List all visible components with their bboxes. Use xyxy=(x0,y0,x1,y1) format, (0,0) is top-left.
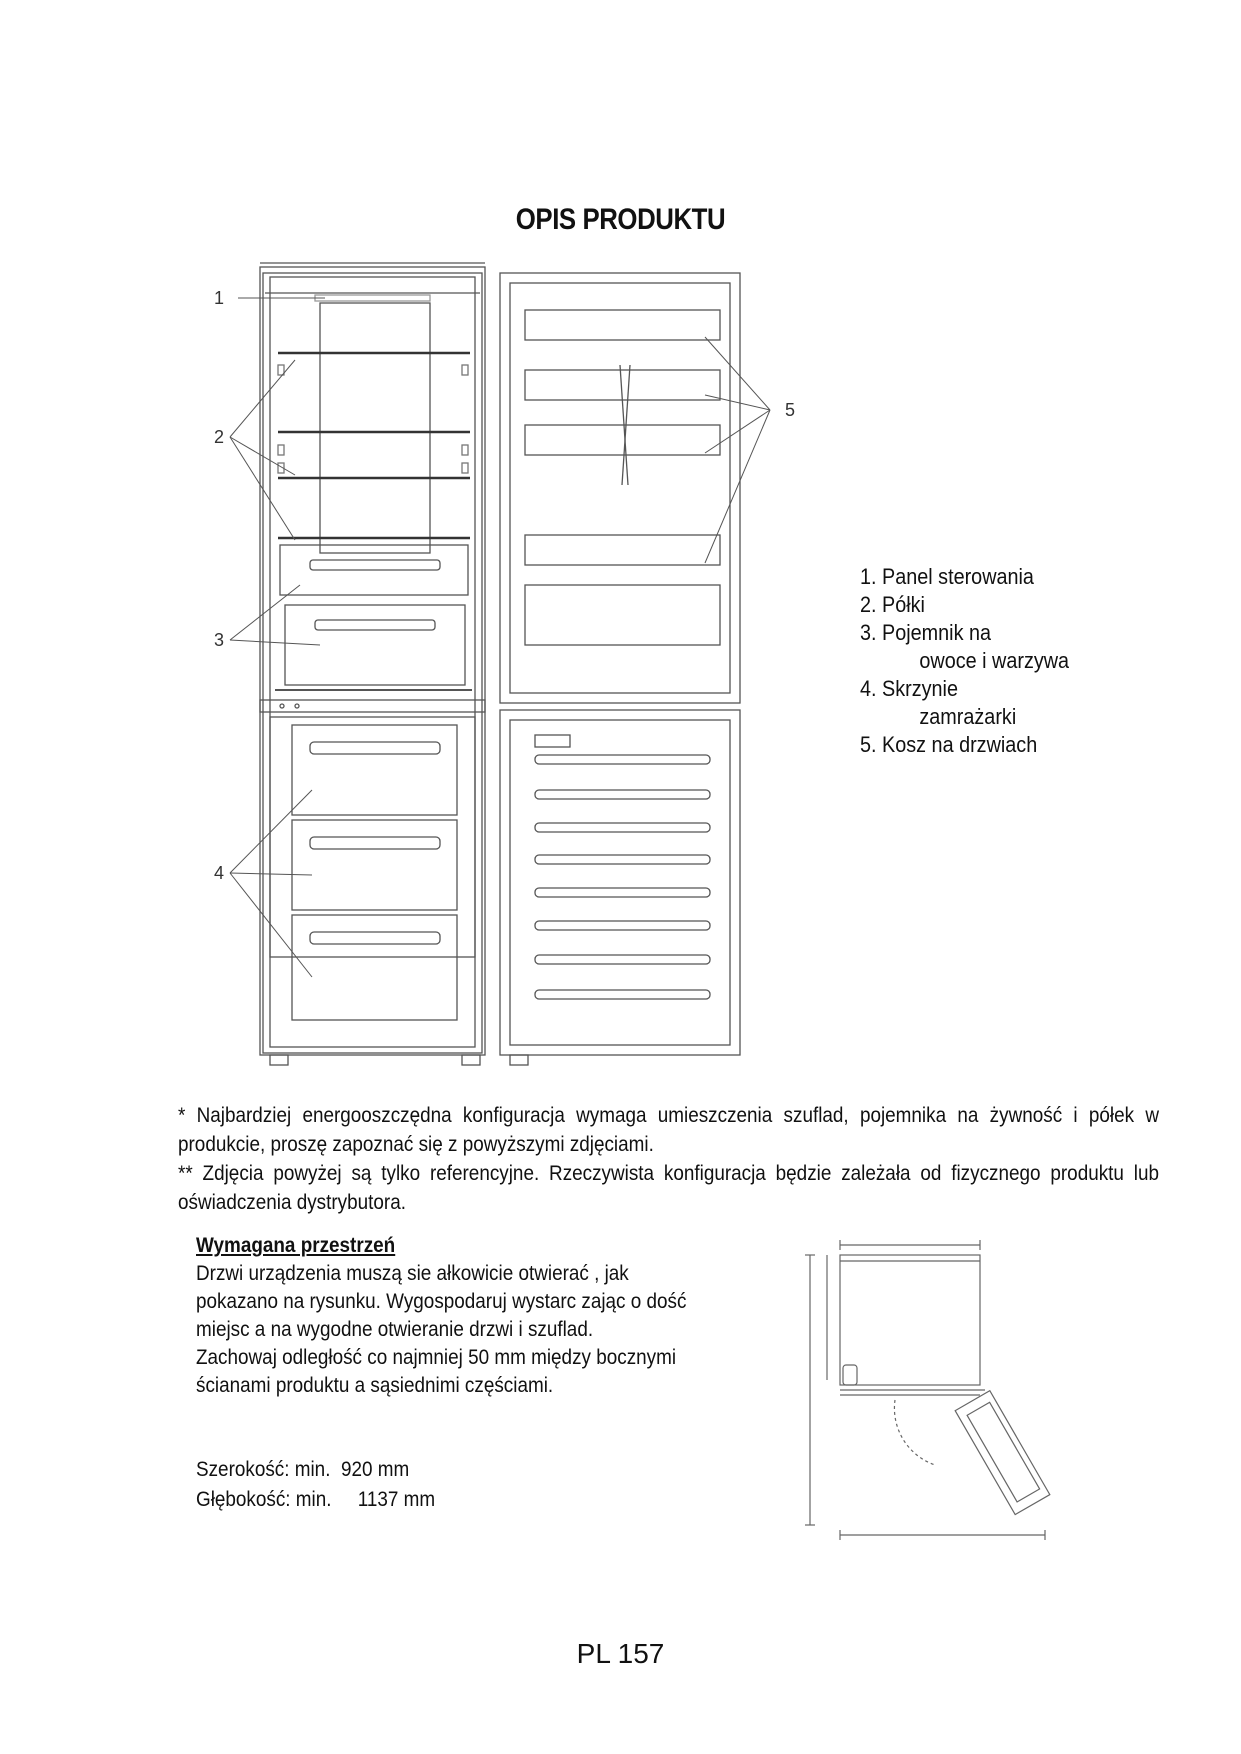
freezer-drawers xyxy=(292,725,457,1020)
legend-item-continuation: zamrażarki xyxy=(919,704,1017,729)
legend-item: 5. Kosz na drzwiach xyxy=(860,732,1038,757)
depth-row: Głębokość: min. 1137 mm xyxy=(196,1488,436,1511)
space-paragraph: Zachowaj odległość co najmniej 50 mm między bocznymi ścianami produktu a sąsiednimi częściami. xyxy=(196,1346,677,1397)
required-space-section xyxy=(196,1232,700,1400)
note-reference: ** Zdjęcia powyżej są tylko referencyjne. Rzeczywista konfiguracja będzie zależała od fizycznego produktu lub oświadczenia dystrybutora. xyxy=(178,1162,1159,1214)
fridge-diagram xyxy=(200,255,820,1085)
notes xyxy=(178,1101,1159,1217)
freezer-door-ribs xyxy=(535,755,710,999)
page-title: OPIS PRODUKTU xyxy=(515,203,726,236)
callout-4: 4 xyxy=(214,863,225,883)
parts-legend xyxy=(860,563,1069,759)
width-row: Szerokość: min. 920 mm xyxy=(196,1458,410,1481)
clearance-diagram xyxy=(795,1225,1085,1555)
open-door xyxy=(955,1391,1050,1515)
minimum-dimensions xyxy=(196,1455,435,1515)
page-number: PL 157 xyxy=(576,1638,665,1669)
callout-5: 5 xyxy=(785,400,796,420)
legend-item: 4. Skrzynie xyxy=(860,676,958,701)
fridge-body xyxy=(260,267,485,1055)
fridge-door xyxy=(500,273,740,703)
legend-item: 1. Panel sterowania xyxy=(860,564,1034,589)
note-energy: * Najbardziej energooszczędna konfiguracja wymaga umieszczenia szuflad, pojemnika na żywność i półek w produkcie, proszę zapoznać się z powyższymi zdjęciami. xyxy=(178,1104,1159,1156)
legend-item: 3. Pojemnik na xyxy=(860,620,992,645)
legend-item: 2. Półki xyxy=(860,592,925,617)
appliance-outline xyxy=(840,1255,980,1385)
section-heading: Wymagana przestrzeń xyxy=(196,1234,396,1257)
callout-1: 1 xyxy=(214,288,225,308)
callout-3: 3 xyxy=(214,630,225,650)
space-paragraph: Drzwi urządzenia muszą sie ałkowicie otwierać , jak pokazano na rysunku. Wygospodaruj wystarc zając o dość miejsc a na wygodne otwieranie drzwi i szuflad. xyxy=(196,1262,687,1341)
callout-2: 2 xyxy=(214,427,225,447)
shelves xyxy=(278,353,470,538)
control-panel xyxy=(315,295,430,301)
legend-item-continuation: owoce i warzywa xyxy=(919,648,1070,673)
freezer-door xyxy=(500,710,740,1055)
